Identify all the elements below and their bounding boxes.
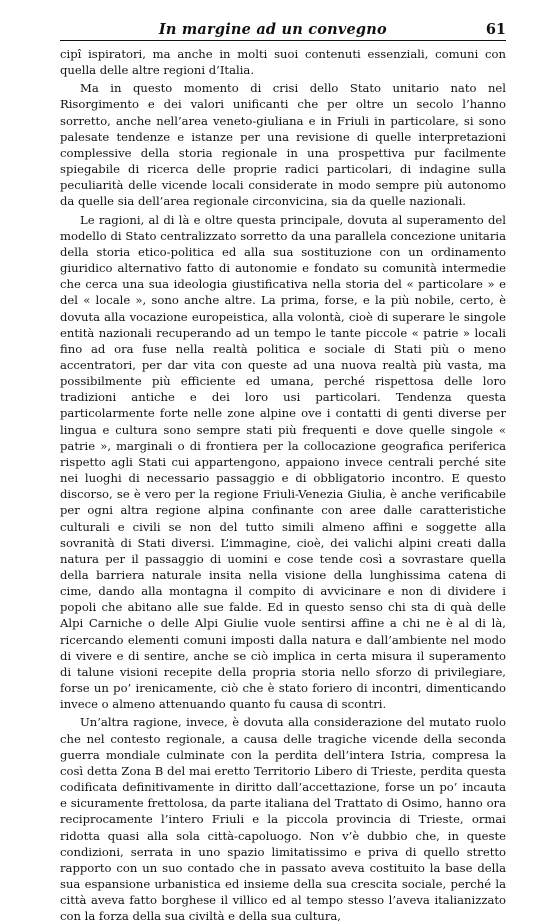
body-text xyxy=(60,46,506,924)
paragraph: cipî ispiratori, ma anche in molti suoi contenuti essenziali, comuni con quella delle altre regioni d’Italia. xyxy=(60,47,506,78)
page-number: 61 xyxy=(485,21,506,38)
paragraph: Ma in questo momento di crisi dello Stato unitario nato nel Risorgimento e dei valori unificanti che per oltre un secolo l’hanno sorretto, anche nell’area veneto-giuliana e in Friuli in particolare, si sono palesate tendenze e istanze per una revisione di quelle interpretazioni complessive della storia regionale in una prospettiva pur facilmente spiegabile di ricerca delle proprie radici particolari, di indagine sulla peculiarità delle vicende locali considerate in modo sempre più autonomo da quelle sia dell’area regionale circonvicina, sia da quelle nazionali. xyxy=(60,81,506,209)
running-title: In margine ad un convegno xyxy=(158,21,387,38)
paragraph: Un’altra ragione, invece, è dovuta alla considerazione del mutato ruolo che nel contesto regionale, a causa delle tragiche vicende della seconda guerra mondiale culminate con la perdita dell’intera Istria, compresa la così detta Zona B del mai eretto Territorio Libero di Trieste, perdita questa codificata definitivamente in diritto dall’accettazione, forse un po’ incauta e sicuramente frettolosa, da parte italiana del Trattato di Osimo, hanno ora reciprocamente l’intero Friuli e la piccola provincia di Trieste, ormai ridotta quasi alla sola città-capoluogo. Non v’è dubbio che, in queste condizioni, serrata in uno spazio limitatissimo e priva di quello stretto rapporto con un suo contado che in passato aveva costituito la base della sua espansione urbanistica ed insieme della sua crescita sociale, perché la città aveva fatto borghese il villico ed al tempo stesso l’aveva italianizzato con la forza della sua civiltà e della sua cultura, xyxy=(60,715,506,924)
running-header xyxy=(60,16,506,41)
paragraph: Le ragioni, al di là e oltre questa principale, dovuta al superamento del modello di Stato centralizzato sorretto da una parallela concezione unitaria della storia etico-politica ed alla sua sostituzione con un ordinamento giuridico alternativo fatto di autonomie e fondato su comunità intermedie che cerca una sua ideologia giustificativa nella storia del « particolare » e del « locale », sono anche altre. La prima, forse, e la più nobile, certo, è dovuta alla vocazione europeistica, alla volontà, cioè di superare le singole entità nazionali recuperando ad un tempo le tante piccole « patrie » locali fino ad ora fuse nella realtà politica e sociale di Stati più o meno accentratori, per dar vita con queste ad una nuova realtà più vasta, ma possibilmente più efficiente ed umana, perché rispettosa delle loro tradizioni antiche e dei loro usi particolari. Tendenza questa particolarmente forte nelle zone alpine ove i contatti di genti diverse per lingua e cultura sono sempre stati più frequenti e dove quelle singole « patrie », marginali o di frontiera per la collocazione geografica periferica rispetto agli Stati cui appartengono, appaiono invece centrali perché site nei luoghi di necessario passaggio e di obbligatorio incontro. E questo discorso, se è vero per la regione Friuli-Venezia Giulia, è anche verificabile per ogni altra regione alpina confinante con aree dalle caratteristiche culturali e civili se non del tutto simili almeno affini e soggette alla sovranità di Stati diversi. L’immagine, cioè, dei valichi alpini creati dalla natura per il passaggio di uomini e cose tende così a sovrastare quella della barriera naturale insita nella visione della lunghissima catena di cime, dando alla montagna il compito di avvicinare e non di dividere i popoli che abitano alle sue falde. Ed in questo senso chi sta di quà delle Alpi Carniche o delle Alpi Giulie vuole sentirsi affine a chi ne è al di là, ricercando elementi comuni imposti dalla natura e dall’ambiente nel modo di vivere e di sentire, anche se ciò implica in certa misura il superamento di talune visioni recepite della propria storia nello sforzo di privilegiare, forse un po’ irenicamente, ciò che è stato foriero di incontri, dimenticando invece o almeno attenuando quanto fu causa di scontri. xyxy=(60,212,506,712)
